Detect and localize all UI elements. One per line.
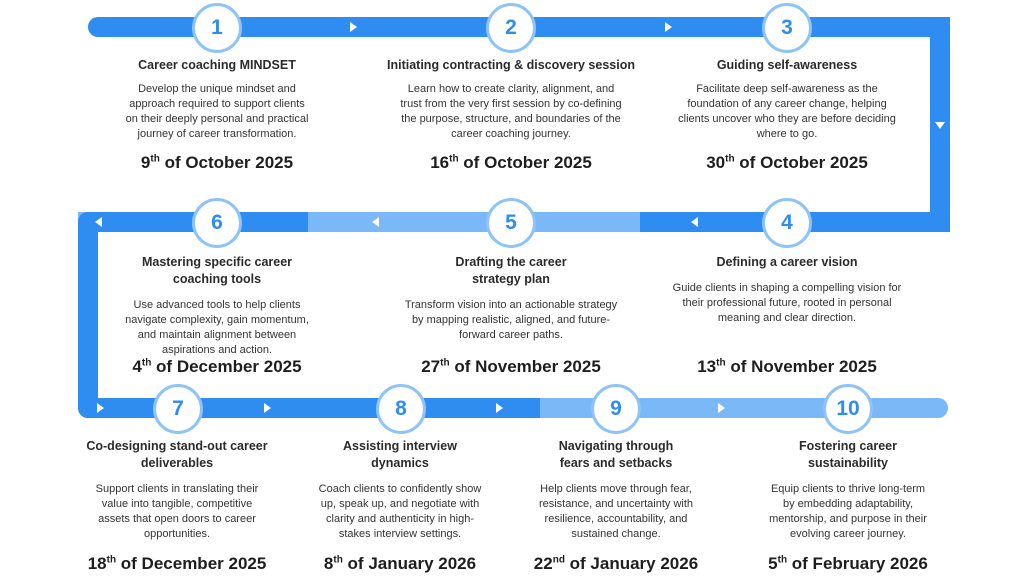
timeline-track-row3 [78,398,558,418]
step-date: 30th of October 2025 [706,153,868,172]
step-number-badge: 1 [192,3,242,53]
step-title: Career coaching MINDSET [138,58,296,72]
step-title: Fostering career sustainability [799,439,897,470]
step-description: Transform vision into an actionable strategy by mapping realistic, aligned, and future- forward career paths. [404,299,618,341]
step-card [667,57,907,177]
step-title: Drafting the career strategy plan [455,255,567,286]
step-date: 27th of November 2025 [421,357,601,376]
step-description: Help clients move through fear, resistance, and uncertainty with resilience, accountability, and sustained change. [538,483,694,540]
step-card [391,254,631,379]
step-title: Guiding self-awareness [716,58,858,72]
arrow-right-icon [97,403,104,413]
arrow-down-icon [935,122,945,129]
step-title: Navigating through fears and setbacks [558,439,674,470]
step-title: Co-designing stand-out career deliverables [86,439,268,470]
step-title: Initiating contracting & discovery session [387,58,635,72]
step-date: 5th of February 2026 [768,554,928,573]
step-date: 22nd of January 2026 [533,554,699,573]
arrow-right-icon [665,22,672,32]
step-number-badge: 5 [486,198,536,248]
arrow-right-icon [350,22,357,32]
arrow-left-icon [95,217,102,227]
step-number-badge: 4 [762,198,812,248]
step-number-badge: 6 [192,198,242,248]
step-card [97,254,337,379]
step-description: Coach clients to confidently show up, speak up, and negotiate with clarity and authenticity in high- stakes interview settings. [318,483,482,540]
step-card [501,438,731,574]
arrow-left-icon [372,217,379,227]
step-card [97,57,337,177]
timeline-track-left-vertical [78,212,98,418]
step-description: Facilitate deep self-awareness as the foundation of any career change, helping clients uncover who they are before deciding where to go. [678,83,896,140]
step-title: Mastering specific career coaching tools [141,255,293,286]
step-card [285,438,515,574]
step-description: Support clients in translating their value into tangible, competitive assets that open doors to career opportunities. [95,483,259,540]
step-number-badge: 3 [762,3,812,53]
step-date: 13th of November 2025 [697,357,877,376]
arrow-right-icon [496,403,503,413]
step-card [733,438,963,574]
step-description: Use advanced tools to help clients navigate complexity, gain momentum, and maintain alignment between aspirations and action. [125,299,309,356]
step-number-badge: 2 [486,3,536,53]
step-title: Assisting interview dynamics [343,439,457,470]
step-date: 9th of October 2025 [140,153,294,172]
step-date: 4th of December 2025 [132,357,302,376]
step-date: 16th of October 2025 [430,153,592,172]
step-card [57,438,297,574]
step-description: Guide clients in shaping a compelling vision for their professional future, rooted in personal meaning and clear direction. [672,282,902,324]
step-date: 8th of January 2026 [323,554,477,573]
step-card [656,254,918,379]
step-number-badge: 9 [591,384,641,434]
step-description: Learn how to create clarity, alignment, and trust from the very first session by co-defining the purpose, structure, and boundaries of the career coaching journey. [400,83,622,140]
step-date: 18th of December 2025 [87,554,267,573]
arrow-left-icon [691,217,698,227]
step-number-badge: 8 [376,384,426,434]
arrow-right-icon [718,403,725,413]
step-description: Equip clients to thrive long-term by embedding adaptability, mentorship, and purpose in their evolving career journey. [769,483,927,540]
step-number-badge: 7 [153,384,203,434]
step-card [371,57,651,177]
step-title: Defining a career vision [716,255,858,269]
step-number-badge: 10 [823,384,873,434]
arrow-right-icon [264,403,271,413]
step-description: Develop the unique mindset and approach required to support clients on their deeply personal and practical journey of career transformation. [125,83,309,140]
